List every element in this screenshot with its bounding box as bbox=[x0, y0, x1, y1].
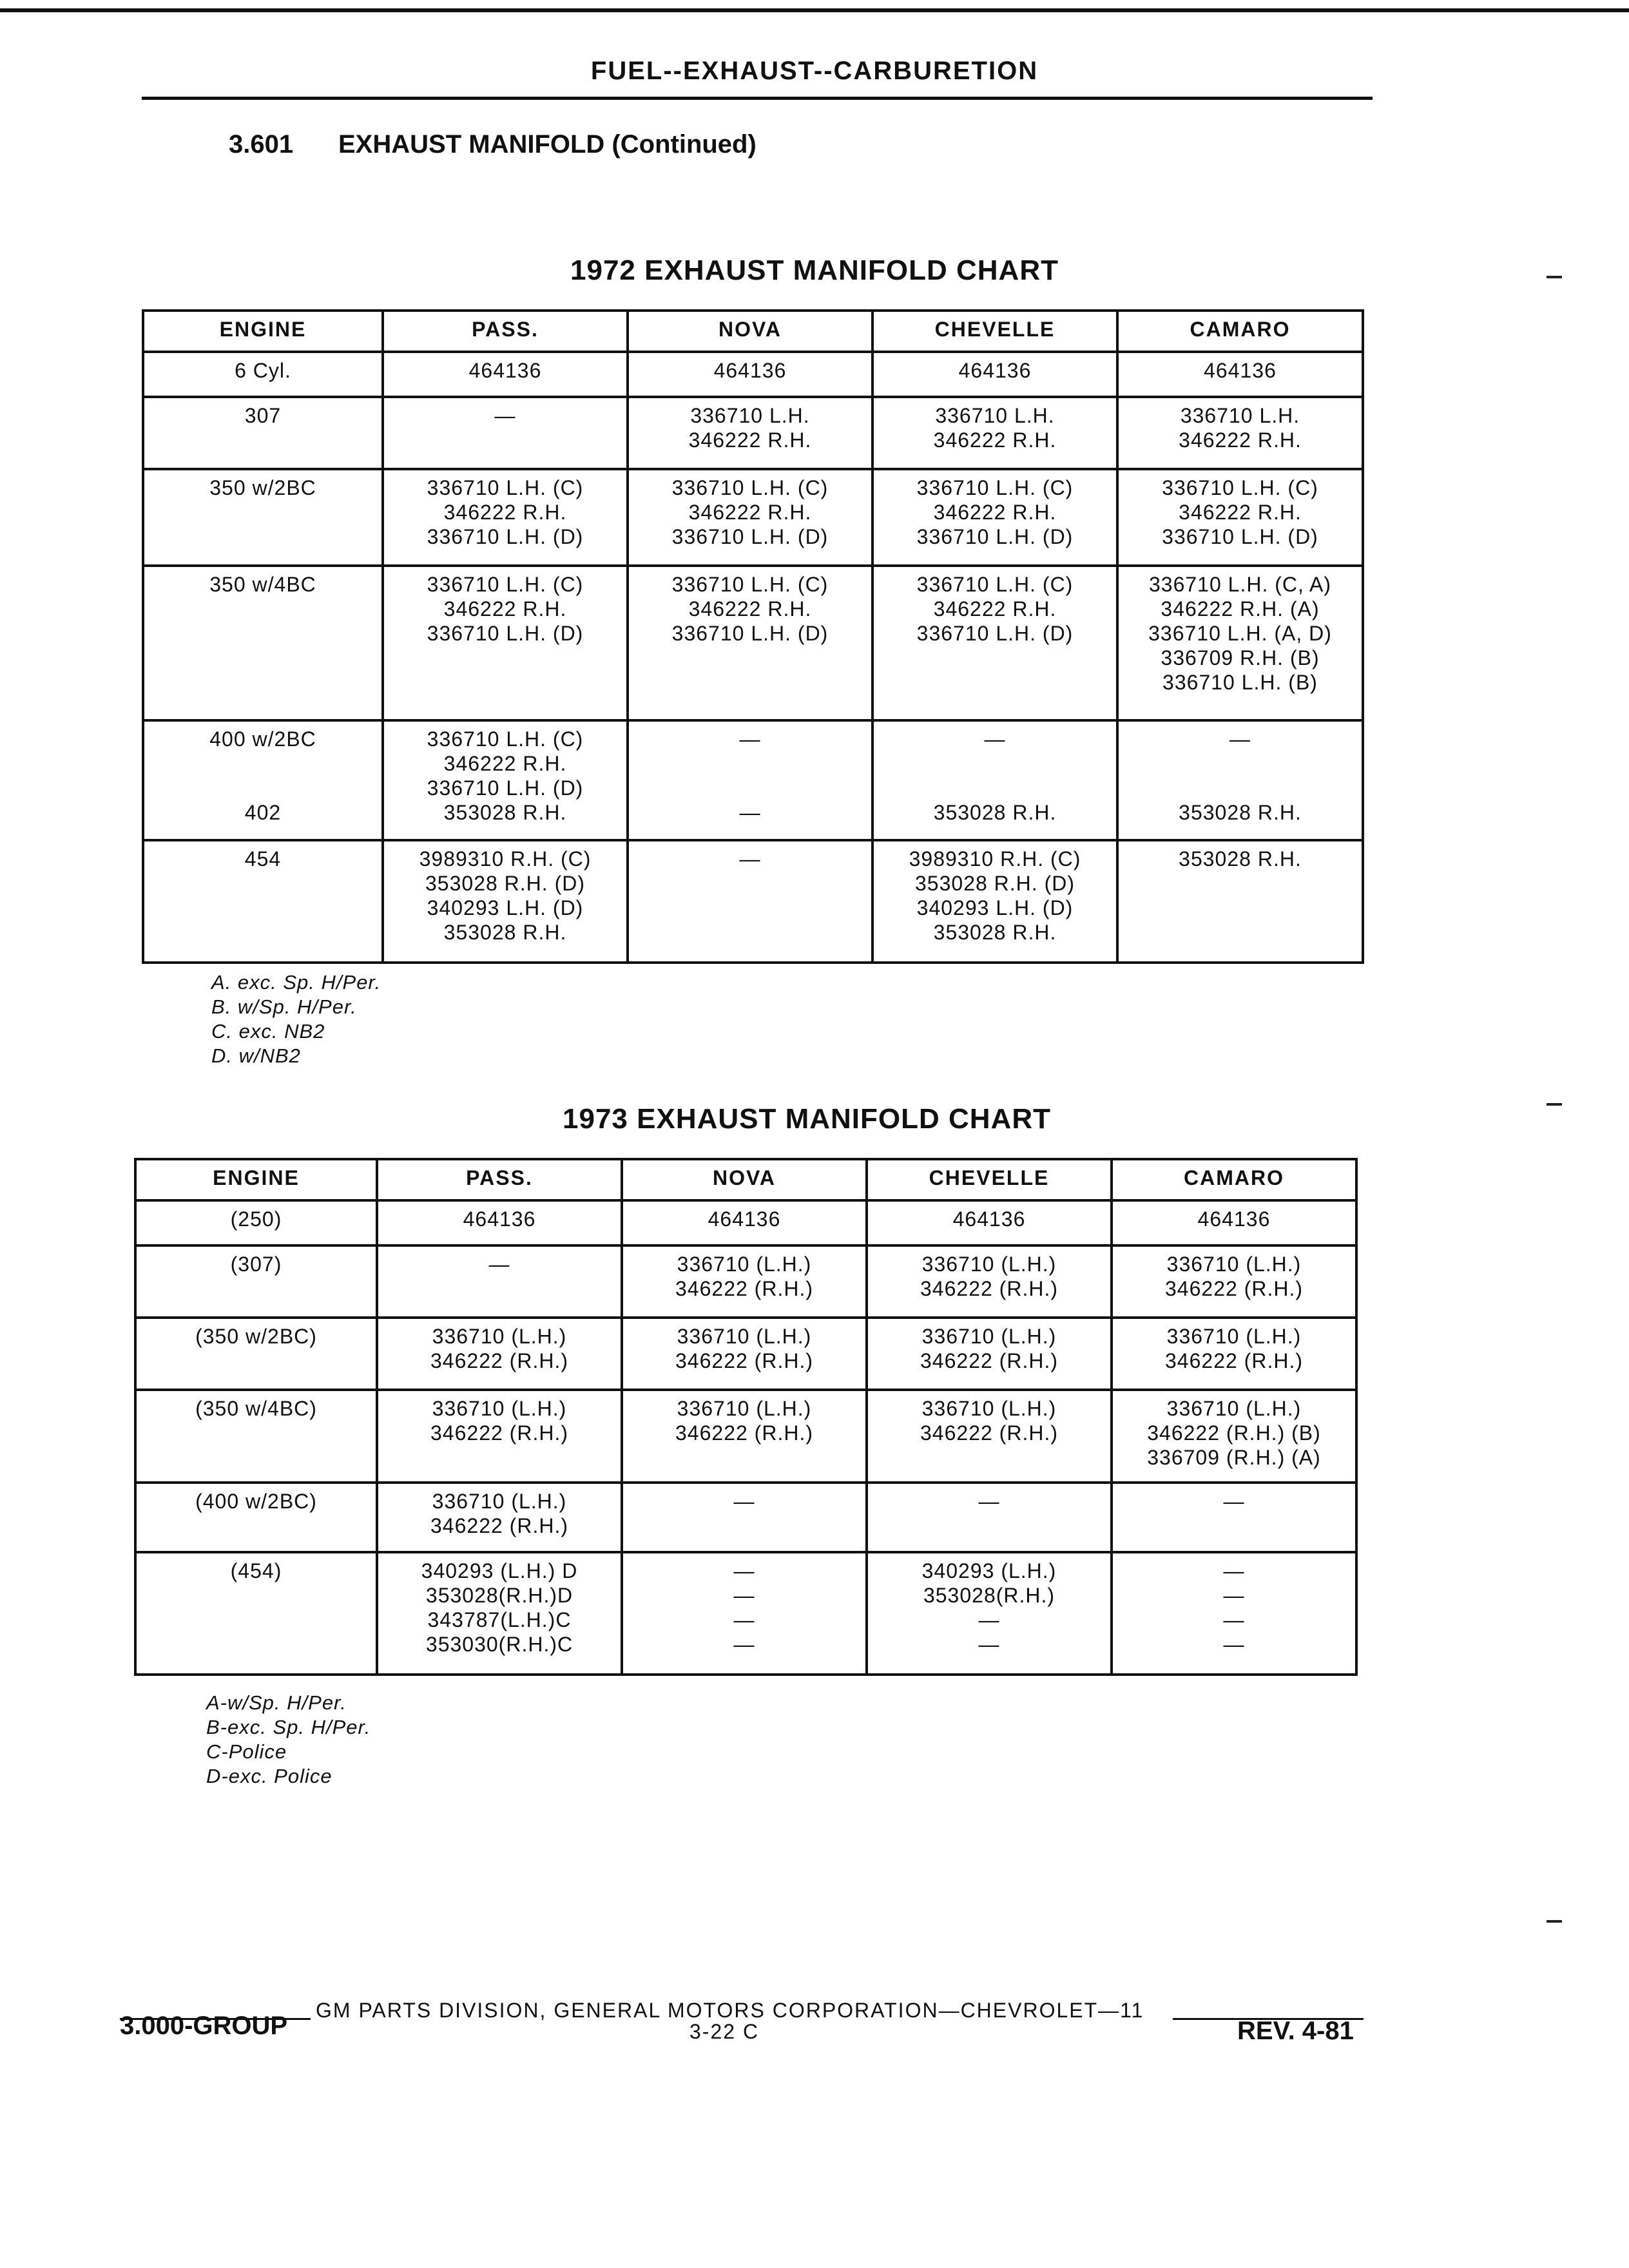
footer-division: GM PARTS DIVISION, GENERAL MOTORS CORPORATION—CHEVROLET—11 bbox=[316, 1999, 1144, 2022]
cell-camaro bbox=[1117, 720, 1363, 840]
cell-line: 336709 (R.H.) (A) bbox=[1147, 1446, 1321, 1469]
cell-pass bbox=[377, 1390, 622, 1483]
cell-camaro bbox=[1112, 1318, 1356, 1390]
cell-line: 353028 R.H. bbox=[443, 801, 567, 824]
cell-line: 464136 bbox=[708, 1207, 781, 1231]
cell-line: 336710 L.H. bbox=[690, 404, 810, 427]
cell-line: 346222 (R.H.) bbox=[675, 1277, 813, 1300]
cell-line: 353028(R.H.)D bbox=[425, 1584, 574, 1607]
footer-revision: REV. 4-81 bbox=[1237, 2017, 1354, 2045]
footnote: D-exc. Police bbox=[206, 1765, 333, 1787]
cell-line: 346222 R.H. bbox=[443, 752, 567, 775]
column-header-engine: ENGINE bbox=[143, 311, 383, 352]
cell-line: 346222 (R.H.) bbox=[920, 1349, 1058, 1372]
footnote: A-w/Sp. H/Per. bbox=[206, 1691, 347, 1714]
cell-line: — bbox=[1223, 1633, 1245, 1656]
cell-line bbox=[147, 776, 379, 800]
cell-line: (250) bbox=[230, 1207, 282, 1231]
cell-line: 346222 (R.H.) bbox=[675, 1349, 813, 1372]
cell-line: 336710 L.H. (D) bbox=[427, 525, 584, 548]
cell-nova bbox=[628, 840, 872, 963]
cell-line: 353030(R.H.)C bbox=[425, 1633, 574, 1656]
cell-line: 353028(R.H.) bbox=[923, 1584, 1055, 1607]
cell-camaro bbox=[1112, 1200, 1356, 1245]
cell-chevelle bbox=[867, 1552, 1112, 1675]
cell-line: — bbox=[739, 847, 761, 870]
cell-line: 336710 (L.H.) bbox=[677, 1253, 812, 1276]
cell-line: 336710 (L.H.) bbox=[432, 1325, 567, 1348]
cell-line: 336710 L.H. (C) bbox=[1162, 476, 1318, 499]
cell-nova bbox=[622, 1318, 867, 1390]
cell-chevelle bbox=[872, 469, 1117, 566]
cell-line: — bbox=[739, 801, 761, 824]
cell-line: — bbox=[733, 1559, 755, 1582]
cell-line: 346222 (R.H.) bbox=[430, 1514, 568, 1537]
cell-pass bbox=[383, 469, 628, 566]
chart-title-1972: 1972 EXHAUST MANIFOLD CHART bbox=[570, 255, 1059, 286]
cell-line: 336710 L.H. (D) bbox=[916, 525, 1074, 548]
cell-line: 336710 L.H. bbox=[1180, 404, 1300, 427]
header-rule bbox=[142, 97, 1373, 100]
cell-line: 464136 bbox=[463, 1207, 536, 1231]
cell-line: 454 bbox=[244, 847, 282, 870]
cell-line: 346222 (R.H.) bbox=[1165, 1349, 1303, 1372]
footnote: D. w/NB2 bbox=[211, 1044, 301, 1067]
cell-nova bbox=[628, 566, 872, 720]
cell-line: — bbox=[1223, 1608, 1245, 1631]
cell-line: — bbox=[739, 727, 761, 751]
cell-engine bbox=[143, 352, 383, 397]
cell-nova bbox=[628, 720, 872, 840]
cell-line: — bbox=[494, 404, 516, 427]
table-row bbox=[135, 1200, 1356, 1245]
cell-line: 350 w/2BC bbox=[209, 476, 316, 499]
cell-line: 464136 bbox=[958, 359, 1032, 382]
cell-line: 402 bbox=[244, 801, 282, 824]
cell-line: 336710 (L.H.) bbox=[921, 1325, 1057, 1348]
cell-pass bbox=[383, 352, 628, 397]
cell-line bbox=[876, 776, 1113, 800]
cell-line: 464136 bbox=[713, 359, 787, 382]
cell-chevelle bbox=[872, 352, 1117, 397]
cell-pass bbox=[377, 1200, 622, 1245]
cell-camaro bbox=[1112, 1552, 1356, 1675]
cell-line: — bbox=[733, 1633, 755, 1656]
cell-line: 336710 L.H. (D) bbox=[1162, 525, 1318, 548]
cell-engine bbox=[135, 1200, 377, 1245]
cell-line: 336710 (L.H.) bbox=[921, 1397, 1057, 1420]
cell-pass bbox=[377, 1245, 622, 1318]
cell-line: 336710 (L.H.) bbox=[677, 1397, 812, 1420]
cell-camaro bbox=[1117, 352, 1363, 397]
cell-line: — bbox=[1229, 727, 1251, 751]
cell-line: 336710 (L.H.) bbox=[1166, 1253, 1302, 1276]
cell-line: 336710 (L.H.) bbox=[1166, 1325, 1302, 1348]
column-header-camaro: CAMARO bbox=[1112, 1159, 1356, 1200]
cell-line: 346222 R.H. bbox=[1179, 428, 1302, 452]
cell-nova bbox=[622, 1245, 867, 1318]
cell-line: 464136 bbox=[1204, 359, 1277, 382]
cell-line: 346222 R.H. bbox=[688, 501, 812, 524]
cell-line: 346222 R.H. bbox=[1179, 501, 1302, 524]
cell-line: 336710 L.H. (D) bbox=[671, 525, 829, 548]
cell-pass bbox=[383, 397, 628, 469]
chart-title-1973: 1973 EXHAUST MANIFOLD CHART bbox=[563, 1103, 1051, 1135]
column-header-camaro: CAMARO bbox=[1117, 311, 1363, 352]
cell-line: 346222 R.H. bbox=[688, 428, 812, 452]
footnote: C. exc. NB2 bbox=[211, 1020, 325, 1043]
footnote: C-Police bbox=[206, 1740, 287, 1763]
cell-line: — bbox=[733, 1584, 755, 1607]
cell-chevelle bbox=[872, 566, 1117, 720]
cell-line: 346222 R.H. (A) bbox=[1161, 597, 1320, 620]
cell-pass bbox=[377, 1552, 622, 1675]
cell-engine bbox=[143, 397, 383, 469]
cell-line: 336710 (L.H.) bbox=[677, 1325, 812, 1348]
cell-nova bbox=[628, 397, 872, 469]
table-row bbox=[143, 469, 1363, 566]
cell-line: 336710 L.H. (C) bbox=[916, 476, 1074, 499]
cell-engine bbox=[143, 566, 383, 720]
cell-line: 3989310 R.H. (C) bbox=[419, 847, 592, 870]
cell-line: 464136 bbox=[1197, 1207, 1271, 1231]
cell-nova bbox=[622, 1483, 867, 1552]
chart-table-1972 bbox=[142, 309, 1364, 964]
cell-line: 336710 (L.H.) bbox=[1166, 1397, 1302, 1420]
cell-engine bbox=[143, 469, 383, 566]
cell-line: 464136 bbox=[952, 1207, 1026, 1231]
cell-line: 346222 (R.H.) bbox=[675, 1421, 813, 1445]
cell-camaro bbox=[1117, 566, 1363, 720]
cell-line: 340293 (L.H.) D bbox=[421, 1559, 578, 1582]
header-title: FUEL--EXHAUST--CARBURETION bbox=[590, 57, 1039, 85]
cell-line: 336710 L.H. (A, D) bbox=[1148, 622, 1332, 645]
table-row bbox=[143, 566, 1363, 720]
column-header-chevelle: CHEVELLE bbox=[872, 311, 1117, 352]
cell-camaro bbox=[1117, 840, 1363, 963]
cell-line: (350 w/2BC) bbox=[195, 1325, 317, 1348]
cell-nova bbox=[622, 1552, 867, 1675]
column-header-nova: NOVA bbox=[628, 311, 872, 352]
cell-chevelle bbox=[872, 720, 1117, 840]
cell-line: — bbox=[488, 1253, 510, 1276]
cell-line: 353028 R.H. (D) bbox=[915, 872, 1075, 895]
cell-line: 464136 bbox=[468, 359, 542, 382]
cell-line: — bbox=[733, 1608, 755, 1631]
cell-engine bbox=[135, 1390, 377, 1483]
cell-pass bbox=[383, 566, 628, 720]
cell-engine bbox=[135, 1245, 377, 1318]
cell-chevelle bbox=[867, 1483, 1112, 1552]
cell-line: 336710 L.H. (D) bbox=[427, 776, 584, 800]
cell-line: — bbox=[733, 1490, 755, 1513]
cell-nova bbox=[622, 1390, 867, 1483]
cell-line: 350 w/4BC bbox=[209, 573, 316, 596]
cell-camaro bbox=[1117, 469, 1363, 566]
cell-line: 346222 R.H. bbox=[933, 597, 1057, 620]
column-header-nova: NOVA bbox=[622, 1159, 867, 1200]
cell-line: — bbox=[1223, 1559, 1245, 1582]
cell-line bbox=[876, 751, 1113, 776]
cell-line: 336710 L.H. (C, A) bbox=[1148, 573, 1332, 596]
cell-line bbox=[1121, 776, 1359, 800]
table-row bbox=[143, 840, 1363, 963]
footer-group: 3.000-GROUP bbox=[120, 2012, 288, 2040]
cell-line: 346222 R.H. bbox=[933, 501, 1057, 524]
cell-line: 343787(L.H.)C bbox=[427, 1608, 572, 1631]
section-title: EXHAUST MANIFOLD (Continued) bbox=[338, 130, 757, 159]
footer-page-number: 3-22 C bbox=[689, 2020, 760, 2043]
cell-engine bbox=[135, 1483, 377, 1552]
cell-engine bbox=[135, 1552, 377, 1675]
table-row bbox=[143, 397, 1363, 469]
table-row bbox=[135, 1552, 1356, 1675]
chart-notes-1973 bbox=[206, 1691, 371, 1789]
column-header-pass: PASS. bbox=[377, 1159, 622, 1200]
cell-chevelle bbox=[867, 1200, 1112, 1245]
table-row bbox=[143, 720, 1363, 840]
margin-mark bbox=[1547, 1920, 1562, 1923]
cell-line: 346222 (R.H.) bbox=[430, 1421, 568, 1445]
cell-line: 353028 R.H. bbox=[933, 921, 1057, 944]
cell-line: — bbox=[978, 1608, 1000, 1631]
cell-chevelle bbox=[872, 840, 1117, 963]
cell-pass bbox=[383, 720, 628, 840]
chart-notes-1972 bbox=[211, 970, 381, 1068]
cell-line: 336710 (L.H.) bbox=[921, 1253, 1057, 1276]
cell-camaro bbox=[1112, 1390, 1356, 1483]
chart-table-1973 bbox=[134, 1158, 1358, 1676]
column-header-chevelle: CHEVELLE bbox=[867, 1159, 1112, 1200]
cell-line: 353028 R.H. bbox=[933, 801, 1057, 824]
cell-line: 336710 L.H. (C) bbox=[427, 476, 584, 499]
cell-line: 340293 L.H. (D) bbox=[916, 896, 1074, 919]
footnote: B-exc. Sp. H/Per. bbox=[206, 1716, 371, 1738]
cell-chevelle bbox=[867, 1245, 1112, 1318]
cell-line: 346222 (R.H.) bbox=[920, 1277, 1058, 1300]
cell-chevelle bbox=[867, 1390, 1112, 1483]
cell-camaro bbox=[1112, 1245, 1356, 1318]
table-row bbox=[135, 1483, 1356, 1552]
top-rule bbox=[0, 8, 1629, 12]
table-row bbox=[135, 1390, 1356, 1483]
cell-engine bbox=[143, 840, 383, 963]
cell-engine bbox=[135, 1318, 377, 1390]
cell-line: 400 w/2BC bbox=[209, 727, 316, 751]
cell-line: — bbox=[984, 727, 1006, 751]
cell-engine bbox=[143, 720, 383, 840]
cell-line: 336710 (L.H.) bbox=[432, 1397, 567, 1420]
cell-line: 346222 (R.H.) bbox=[430, 1349, 568, 1372]
cell-pass bbox=[377, 1483, 622, 1552]
cell-line: — bbox=[978, 1490, 1000, 1513]
cell-line: 340293 (L.H.) bbox=[921, 1559, 1057, 1582]
cell-line: (350 w/4BC) bbox=[195, 1397, 317, 1420]
cell-line: 346222 (R.H.) bbox=[1165, 1277, 1303, 1300]
cell-line: 336710 L.H. (B) bbox=[1162, 671, 1318, 694]
table-row bbox=[135, 1318, 1356, 1390]
cell-line: 336710 L.H. (C) bbox=[916, 573, 1074, 596]
cell-line: — bbox=[1223, 1584, 1245, 1607]
cell-line bbox=[631, 776, 869, 800]
margin-mark bbox=[1547, 1103, 1562, 1106]
column-header-pass: PASS. bbox=[383, 311, 628, 352]
cell-chevelle bbox=[872, 397, 1117, 469]
cell-line: 336710 L.H. (C) bbox=[427, 573, 584, 596]
cell-nova bbox=[628, 469, 872, 566]
cell-line: 346222 (R.H.) bbox=[920, 1421, 1058, 1445]
margin-mark bbox=[1547, 276, 1562, 278]
cell-line: 336709 R.H. (B) bbox=[1161, 646, 1320, 669]
cell-line: (400 w/2BC) bbox=[195, 1490, 317, 1513]
cell-line: 353028 R.H. bbox=[1179, 847, 1302, 870]
cell-line: 340293 L.H. (D) bbox=[427, 896, 584, 919]
cell-nova bbox=[628, 352, 872, 397]
cell-camaro bbox=[1112, 1483, 1356, 1552]
table-header-row bbox=[143, 311, 1363, 352]
footnote: A. exc. Sp. H/Per. bbox=[211, 971, 381, 994]
cell-line bbox=[147, 751, 379, 776]
cell-line: 336710 L.H. (C) bbox=[427, 727, 584, 751]
cell-nova bbox=[622, 1200, 867, 1245]
cell-line: 336710 L.H. bbox=[935, 404, 1055, 427]
cell-pass bbox=[383, 840, 628, 963]
cell-line: 346222 (R.H.) (B) bbox=[1147, 1421, 1321, 1445]
table-header-row bbox=[135, 1159, 1356, 1200]
cell-line: 336710 L.H. (C) bbox=[671, 476, 829, 499]
cell-line: 353028 R.H. bbox=[1179, 801, 1302, 824]
column-header-engine: ENGINE bbox=[135, 1159, 377, 1200]
cell-line: — bbox=[1223, 1490, 1245, 1513]
cell-camaro bbox=[1117, 397, 1363, 469]
cell-line: 3989310 R.H. (C) bbox=[909, 847, 1081, 870]
cell-line: (307) bbox=[230, 1253, 282, 1276]
cell-line: 336710 (L.H.) bbox=[432, 1490, 567, 1513]
section-heading bbox=[229, 130, 757, 159]
cell-line: — bbox=[978, 1633, 1000, 1656]
cell-line: 336710 L.H. (D) bbox=[916, 622, 1074, 645]
cell-line: 346222 R.H. bbox=[933, 428, 1057, 452]
cell-line: 353028 R.H. bbox=[443, 921, 567, 944]
cell-line bbox=[631, 751, 869, 776]
cell-line: 336710 L.H. (D) bbox=[671, 622, 829, 645]
section-number: 3.601 bbox=[229, 130, 294, 159]
cell-chevelle bbox=[867, 1318, 1112, 1390]
cell-line bbox=[1121, 751, 1359, 776]
cell-line: 346222 R.H. bbox=[443, 501, 567, 524]
cell-line: 336710 L.H. (D) bbox=[427, 622, 584, 645]
table-row bbox=[143, 352, 1363, 397]
cell-line: 6 Cyl. bbox=[235, 359, 291, 382]
table-row bbox=[135, 1245, 1356, 1318]
cell-line: (454) bbox=[230, 1559, 282, 1582]
cell-line: 307 bbox=[244, 404, 282, 427]
cell-line: 346222 R.H. bbox=[443, 597, 567, 620]
cell-line: 346222 R.H. bbox=[688, 597, 812, 620]
cell-line: 336710 L.H. (C) bbox=[671, 573, 829, 596]
cell-pass bbox=[377, 1318, 622, 1390]
cell-line: 353028 R.H. (D) bbox=[425, 872, 585, 895]
footnote: B. w/Sp. H/Per. bbox=[211, 995, 357, 1018]
